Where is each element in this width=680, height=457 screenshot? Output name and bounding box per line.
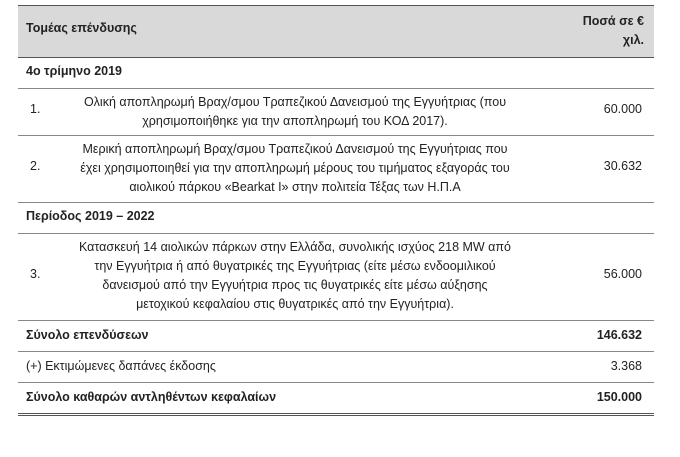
section-title: 4ο τρίμηνο 2019 (26, 64, 122, 78)
section-q4-2019 (18, 58, 654, 89)
total-investments-row (18, 321, 654, 352)
net-total-label: Σύνολο καθαρών αντληθέντων κεφαλαίων (26, 390, 277, 404)
item-amount: 30.632 (603, 159, 642, 173)
issue-costs-label: (+) Εκτιμώμενες δαπάνες έκδοσης (26, 359, 216, 373)
net-total-value: 150.000 (596, 390, 642, 404)
table-row (18, 234, 654, 321)
table-row (18, 89, 654, 136)
item-description (60, 93, 530, 131)
table-header (18, 5, 654, 58)
section-title: Περίοδος 2019 – 2022 (26, 209, 155, 223)
table-row (18, 136, 654, 203)
total-investments-value: 146.632 (596, 328, 642, 342)
total-investments-label: Σύνολο επενδύσεων (26, 328, 149, 342)
issue-costs-row (18, 352, 654, 383)
description-line: έχει χρησιμοποιηθεί για την αποπληρωμή μέρους του τιμήματος εξαγοράς του (80, 161, 510, 175)
description-line: Ολική αποπληρωμή Βραχ/σμου Τραπεζικού Δανεισμού της Εγγυήτριας (που (83, 95, 507, 109)
description-line: χρησιμοποιήθηκε για την αποπληρωμή του ΚΟΔ 2017). (142, 114, 448, 128)
description-line: Μερική αποπληρωμή Βραχ/σμου Τραπεζικού Δανεισμού της Εγγυήτριας που (82, 142, 508, 156)
description-line: την Εγγυήτρια ή από θυγατρικές της Εγγυήτριας (είτε μέσω ενδοομιλικού (94, 259, 496, 273)
description-line: αιολικού πάρκου «Bearkat I» στην πολιτεία Τέξας των Η.Π.Α (129, 180, 461, 194)
item-description (60, 140, 530, 197)
investment-table (18, 5, 654, 416)
description-line: δανεισμού από την Εγγυήτρια προς τις θυγατρικές είτε μέσω αύξησης (102, 278, 488, 292)
header-amount-line2: χιλ. (622, 33, 644, 47)
item-description (60, 238, 530, 314)
item-number: 2. (30, 159, 41, 173)
header-amount-line1: Ποσά σε € (582, 14, 644, 28)
item-amount: 56.000 (603, 267, 642, 281)
issue-costs-value: 3.368 (610, 359, 642, 373)
description-line: Κατασκευή 14 αιολικών πάρκων στην Ελλάδα, συνολικής ισχύος 218 MW από (79, 240, 511, 254)
section-2019-2022 (18, 203, 654, 234)
description-line: μετοχικού κεφαλαίου στις θυγατρικές από την Εγγυήτρια). (136, 297, 454, 311)
item-number: 3. (30, 267, 41, 281)
header-amount (554, 12, 644, 50)
net-total-row (18, 383, 654, 416)
item-amount: 60.000 (603, 102, 642, 116)
header-sector: Τομέας επένδυσης (26, 21, 137, 35)
item-number: 1. (30, 102, 41, 116)
